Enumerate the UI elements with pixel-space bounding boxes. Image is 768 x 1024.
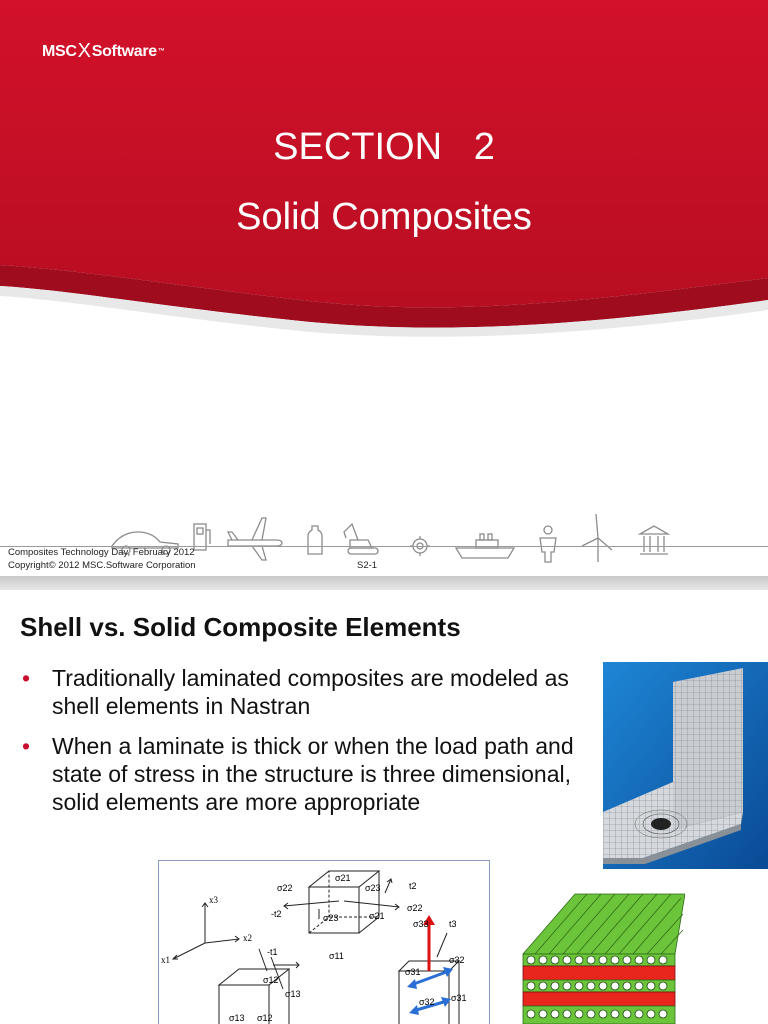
label-s23b: σ23 bbox=[323, 913, 339, 923]
person-icon bbox=[540, 526, 556, 562]
label-s12b: σ12 bbox=[257, 1013, 273, 1023]
label-s33: σ33 bbox=[413, 919, 429, 929]
label-s31b: σ31 bbox=[451, 993, 467, 1003]
label-x1: x1 bbox=[161, 955, 170, 965]
l-bracket-mesh-image bbox=[603, 662, 768, 869]
wind-turbine-icon bbox=[582, 514, 612, 562]
label-s22b: σ22 bbox=[407, 903, 423, 913]
footer-copyright: Copyright© 2012 MSC.Software Corporation bbox=[8, 560, 196, 571]
label-x3: x3 bbox=[209, 895, 218, 905]
label-s13b: σ13 bbox=[229, 1013, 245, 1023]
excavator-icon bbox=[344, 524, 378, 554]
slide-separator bbox=[0, 576, 768, 590]
label-t3: t3 bbox=[449, 919, 457, 929]
label-s21: σ21 bbox=[335, 873, 351, 883]
label-s22: σ22 bbox=[277, 883, 293, 893]
building-icon bbox=[640, 526, 668, 554]
stress-components-diagram bbox=[158, 860, 490, 1024]
footer-event: Composites Technology Day, February 2012 bbox=[8, 547, 195, 558]
page-number: S2-1 bbox=[357, 560, 378, 571]
bullet-item: • When a laminate is thick or when the load path and state of stress in the structure is three dimensional, solid elements are more appropriate bbox=[22, 733, 574, 815]
gas-bottle-icon bbox=[308, 526, 322, 554]
section-subtitle: Solid Composites bbox=[236, 196, 532, 238]
laminate-stack-image bbox=[515, 880, 685, 1024]
label-s11: σ11 bbox=[329, 951, 344, 961]
stress-diagram-lines bbox=[159, 861, 489, 1024]
label-s23: σ23 bbox=[365, 883, 381, 893]
bullet-icon: • bbox=[22, 733, 31, 759]
section-title: SECTION 2 bbox=[273, 126, 495, 168]
label-s12: σ12 bbox=[263, 975, 279, 985]
bullet-list bbox=[22, 664, 600, 828]
bullet-item: • Traditionally laminated composites are modeled as shell elements in Nastran bbox=[22, 665, 569, 719]
label-s32: σ32 bbox=[449, 955, 465, 965]
slide-title: Shell vs. Solid Composite Elements bbox=[20, 612, 461, 642]
label-s31: σ31 bbox=[405, 967, 421, 977]
label-nt2: -t2 bbox=[271, 909, 282, 919]
label-s32b: σ32 bbox=[419, 997, 435, 1007]
content-slide bbox=[0, 590, 768, 1024]
label-t2: t2 bbox=[409, 881, 417, 891]
label-s13: σ13 bbox=[285, 989, 301, 999]
label-s21b: σ21 bbox=[369, 911, 385, 921]
label-x2: x2 bbox=[243, 933, 252, 943]
bullet-icon: • bbox=[22, 665, 31, 691]
label-nt1: -t1 bbox=[267, 947, 278, 957]
msc-logo: MSC X Software ™ bbox=[42, 40, 165, 62]
airplane-icon bbox=[228, 518, 282, 560]
